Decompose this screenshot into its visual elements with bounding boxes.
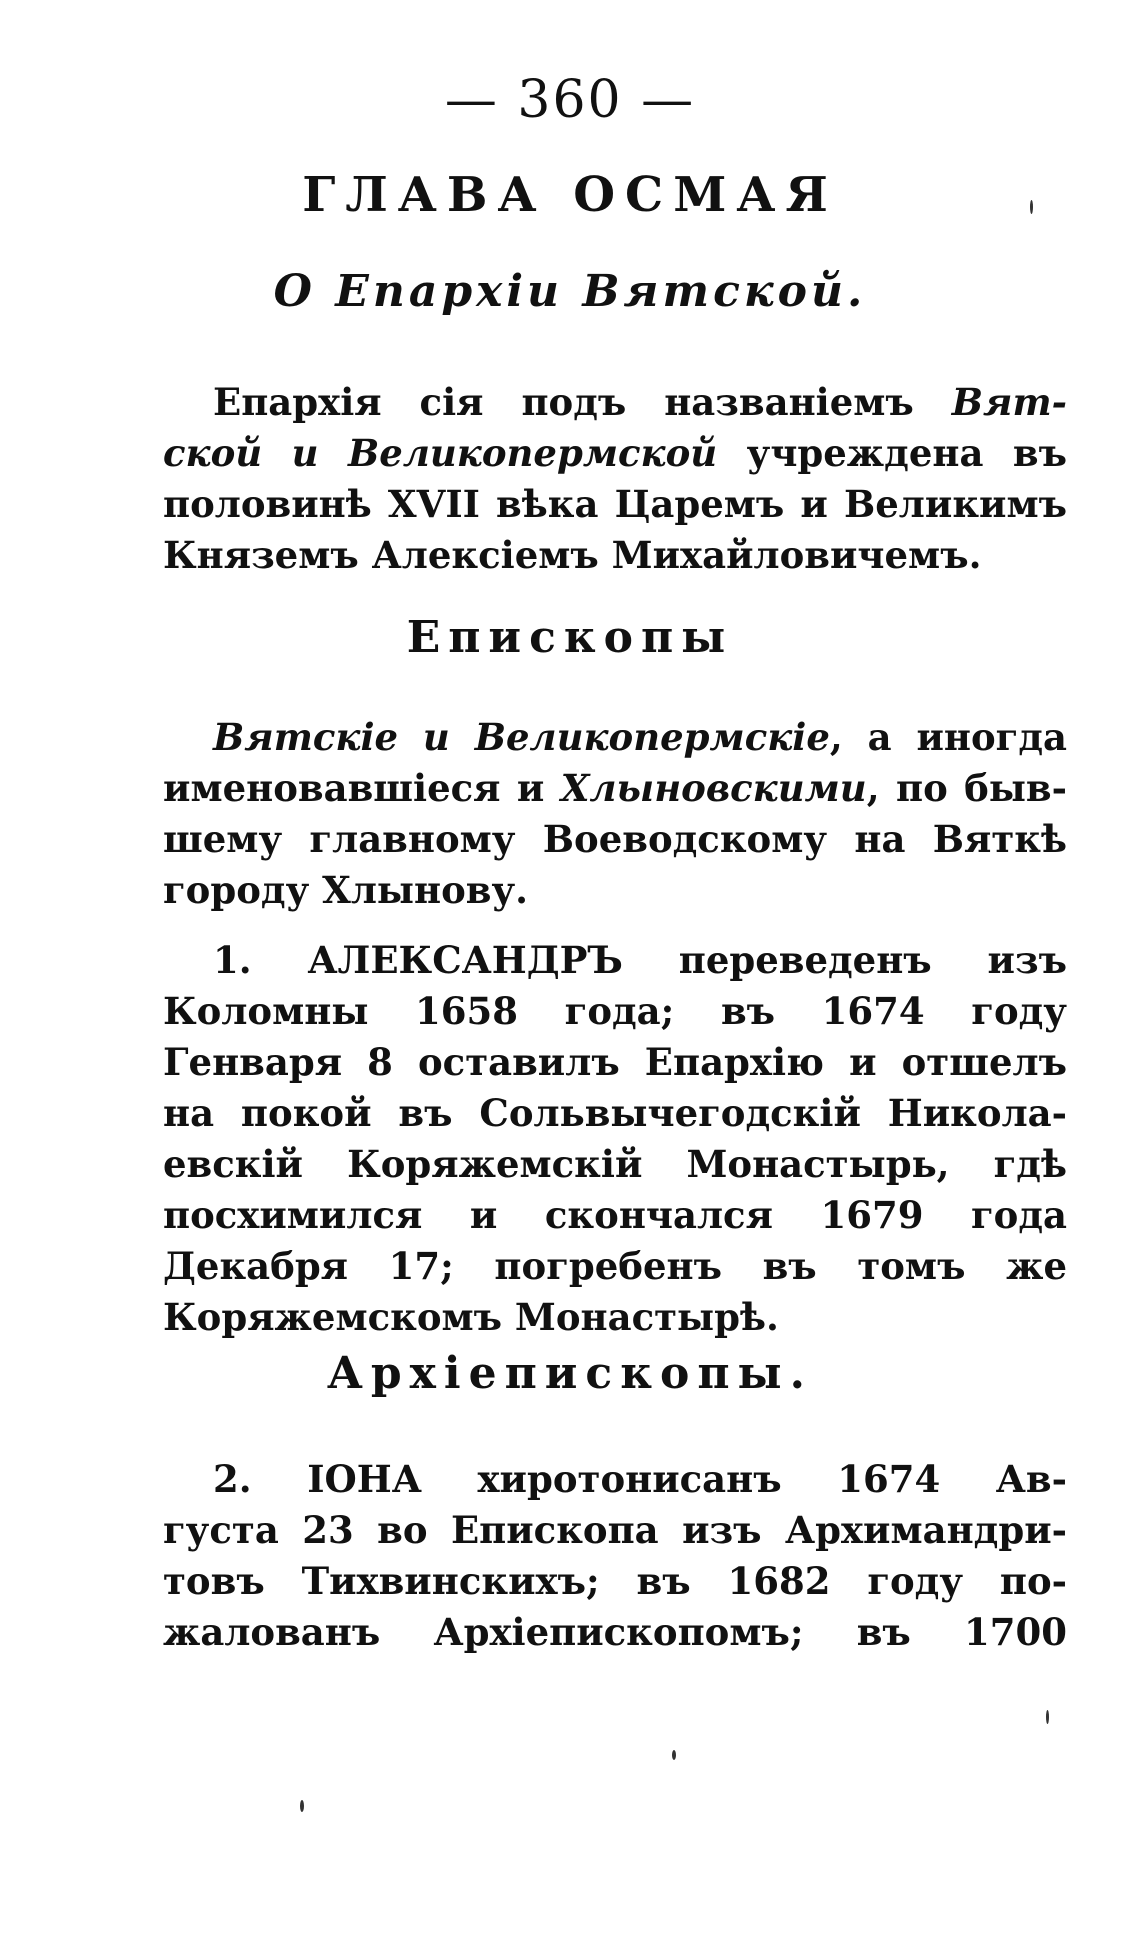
entry2-line: товъ Тихвинскихъ; въ 1682 году по- bbox=[163, 1559, 1067, 1603]
chapter-title: ГЛАВА ОСМАЯ bbox=[302, 167, 838, 223]
intro-line-4: Княземъ Алексіемъ Михайловичемъ. bbox=[163, 533, 982, 577]
intro-line-2: ской и Великопермской учреждена въ bbox=[163, 431, 1067, 475]
entry-1-paragraph bbox=[163, 935, 1067, 1343]
section-heading-archbishops: Архіепископы. bbox=[327, 1348, 813, 1399]
bishops-line-3: шему главному Воеводскому на Вяткѣ bbox=[163, 817, 1067, 861]
entry1-line: Коряжемскомъ Монастырѣ. bbox=[163, 1295, 779, 1339]
entry1-line: на покой въ Сольвычегодскій Никола- bbox=[163, 1091, 1067, 1135]
intro-line-3: половинѣ XVII вѣка Царемъ и Великимъ bbox=[163, 482, 1067, 526]
entry1-line: Декабря 17; погребенъ въ томъ же bbox=[163, 1244, 1067, 1288]
chapter-subtitle: О Епархіи Вятской. bbox=[273, 266, 867, 317]
bishops-intro-paragraph bbox=[163, 712, 1067, 916]
entry-2-paragraph bbox=[163, 1454, 1067, 1658]
intro-line-1: Епархія сія подъ названіемъ Вят- bbox=[213, 380, 1067, 424]
intro-paragraph bbox=[163, 377, 1067, 581]
entry2-line: жалованъ Архіепископомъ; въ 1700 bbox=[163, 1610, 1067, 1654]
entry1-line: евскій Коряжемскій Монастырь, гдѣ bbox=[163, 1142, 1067, 1186]
print-speck bbox=[1030, 200, 1033, 214]
section-heading-bishops: Епископы bbox=[406, 612, 734, 663]
print-speck bbox=[1046, 1710, 1049, 1724]
print-speck bbox=[300, 1800, 304, 1812]
bishops-line-1: Вятскіе и Великопермскіе, а иногда bbox=[213, 715, 1067, 759]
entry2-line: густа 23 во Епископа изъ Архимандри- bbox=[163, 1508, 1067, 1552]
entry2-line: 2. IОНА хиротонисанъ 1674 Ав- bbox=[213, 1457, 1067, 1501]
page-number: — 360 — bbox=[444, 70, 696, 130]
print-speck bbox=[672, 1750, 676, 1760]
entry1-line: Коломны 1658 года; въ 1674 году bbox=[163, 989, 1067, 1033]
bishops-line-2: именовавшіеся и Хлыновскими, по быв- bbox=[163, 766, 1067, 810]
entry1-line: Генваря 8 оставилъ Епархію и отшелъ bbox=[163, 1040, 1067, 1084]
entry1-line: 1. АЛЕКСАНДРЪ переведенъ изъ bbox=[213, 938, 1067, 982]
entry1-line: посхимился и скончался 1679 года bbox=[163, 1193, 1067, 1237]
bishops-line-4: городу Хлынову. bbox=[163, 868, 529, 912]
